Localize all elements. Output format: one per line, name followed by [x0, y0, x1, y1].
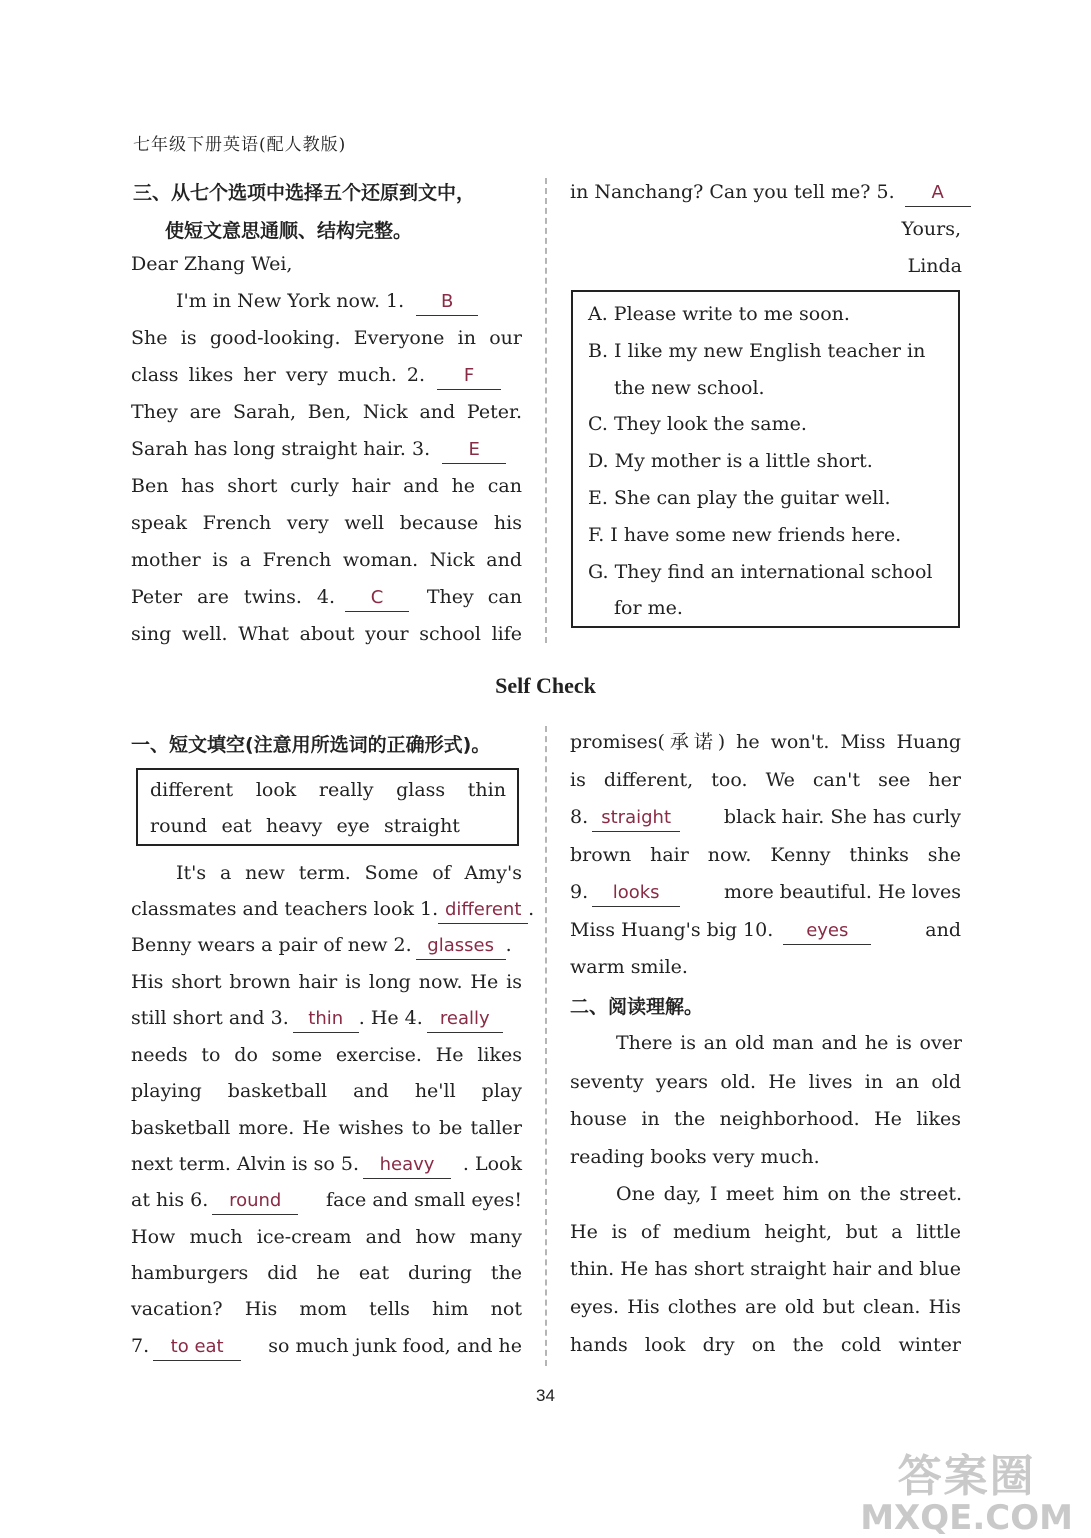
passage-text: .	[505, 934, 512, 956]
reading-line: thin. He has short straight hair and blue	[570, 1258, 961, 1280]
fill-blank-2[interactable]: glasses	[416, 935, 506, 960]
passage-text: Miss Huang's big 10.	[570, 919, 774, 941]
word-bank-item: straight	[384, 815, 460, 837]
reading-line: hands look dry on the cold winter	[570, 1334, 961, 1356]
letter-signature: Linda	[907, 255, 962, 277]
passage-text: black hair. She has curly	[723, 806, 961, 828]
passage-line: hamburgers did he eat during the	[131, 1262, 522, 1284]
passage-line: His short brown hair is long now. He is	[131, 971, 522, 993]
answer-blank-4[interactable]: C	[345, 587, 409, 612]
word-bank-item: round	[150, 815, 208, 837]
letter-salutation: Dear Zhang Wei,	[131, 253, 293, 275]
passage-line	[570, 799, 961, 836]
passage-line	[131, 927, 512, 964]
fill-blank-3[interactable]: thin	[293, 1008, 359, 1033]
passage-text: . Look	[462, 1153, 522, 1175]
passage-text: 8.	[570, 806, 589, 828]
option-g: G. They find an international school	[588, 561, 933, 583]
passage-text: 7.	[131, 1335, 150, 1357]
word-bank-item: different	[150, 779, 234, 801]
passage-text: and	[925, 919, 961, 941]
answer-blank-2[interactable]: F	[437, 365, 501, 390]
book-header: 七年级下册英语(配人教版)	[133, 135, 347, 155]
word-bank-row	[150, 772, 506, 809]
reading-line: One day, I meet him on the street.	[616, 1183, 962, 1205]
letter-line	[131, 357, 522, 394]
q1-title: 一、短文填空(注意用所选词的正确形式)。	[131, 734, 491, 756]
watermark-logo	[860, 1440, 1073, 1538]
watermark-en: MXQE.COM	[860, 1498, 1073, 1538]
word-bank-item: glass	[396, 779, 446, 801]
q2-title: 二、阅读理解。	[570, 996, 704, 1018]
letter-line: She is good-looking. Everyone in our	[131, 327, 522, 349]
passage-text: at his 6.	[131, 1189, 209, 1211]
word-bank-item: eat	[221, 815, 252, 837]
passage-line: It's a new term. Some of Amy's	[176, 862, 522, 884]
fill-blank-4[interactable]: really	[427, 1008, 503, 1033]
passage-line	[131, 1328, 522, 1365]
passage-line: is different, too. We can't see her	[570, 769, 961, 791]
word-bank-item: heavy	[265, 815, 323, 837]
fill-blank-9[interactable]: looks	[592, 882, 680, 907]
option-d: D. My mother is a little short.	[588, 450, 873, 472]
passage-text: face and small eyes!	[326, 1189, 522, 1211]
passage-line	[570, 874, 961, 911]
passage-text: classmates and teachers look 1.	[131, 898, 439, 920]
letter-line: speak French very well because his	[131, 512, 522, 534]
letter-line: sing well. What about your school life	[131, 623, 522, 645]
fill-blank-1[interactable]: different	[438, 899, 528, 924]
option-c: C. They look the same.	[588, 413, 807, 435]
reading-line: seventy years old. He lives in an old	[570, 1071, 961, 1093]
passage-text: next term. Alvin is so 5.	[131, 1153, 360, 1175]
section3-title-line1: 三、从七个选项中选择五个还原到文中，	[133, 182, 476, 204]
letter-line	[176, 283, 522, 320]
section3-title-line2: 使短文意思通顺、结构完整。	[165, 220, 413, 242]
letter-line	[131, 579, 522, 616]
options-box	[571, 290, 960, 628]
passage-text: . He 4.	[358, 1007, 423, 1029]
letter-closing: Yours,	[901, 218, 961, 240]
word-bank-item: thin	[467, 779, 506, 801]
option-b: B. I like my new English teacher in	[588, 340, 926, 362]
fill-blank-7[interactable]: to eat	[153, 1336, 241, 1361]
passage-line: promises(承诺) he won't. Miss Huang	[570, 731, 961, 753]
fill-blank-10[interactable]: eyes	[783, 920, 871, 945]
letter-text: They can	[426, 586, 522, 608]
page-number: 34	[536, 1386, 555, 1405]
passage-text: still short and 3.	[131, 1007, 289, 1029]
letter-text: class likes her very much. 2.	[131, 364, 426, 386]
word-bank	[136, 768, 519, 846]
reading-line: eyes. His clothes are old but clean. His	[570, 1296, 961, 1318]
option-g-cont: for me.	[614, 597, 683, 619]
answer-blank-1[interactable]: B	[416, 291, 478, 316]
letter-line	[570, 174, 971, 211]
passage-line: playing basketball and he'll play	[131, 1080, 522, 1102]
passage-text: 9.	[570, 881, 589, 903]
answer-blank-5[interactable]: A	[905, 182, 971, 207]
reading-line: He is of medium height, but a little	[570, 1221, 961, 1243]
passage-line	[131, 1182, 522, 1219]
passage-line: basketball more. He wishes to be taller	[131, 1117, 522, 1139]
fill-blank-5[interactable]: heavy	[363, 1154, 451, 1179]
column-divider-top	[545, 178, 547, 643]
passage-text: so much junk food, and he	[268, 1335, 522, 1357]
letter-line: Ben has short curly hair and he can	[131, 475, 522, 497]
option-a: A. Please write to me soon.	[588, 303, 850, 325]
passage-text: more beautiful. He loves	[723, 881, 961, 903]
fill-blank-8[interactable]: straight	[592, 807, 680, 832]
option-f: F. I have some new friends here.	[588, 524, 902, 546]
passage-line	[131, 1000, 503, 1037]
fill-blank-6[interactable]: round	[212, 1190, 298, 1215]
letter-line	[131, 431, 522, 468]
passage-line	[131, 1146, 522, 1183]
option-e: E. She can play the guitar well.	[588, 487, 891, 509]
reading-line: house in the neighborhood. He likes	[570, 1108, 961, 1130]
reading-line: reading books very much.	[570, 1146, 820, 1168]
reading-line: There is an old man and he is over	[616, 1032, 962, 1054]
passage-line	[570, 912, 961, 949]
passage-line	[131, 891, 534, 928]
passage-line: vacation? His mom tells him not	[131, 1298, 522, 1320]
letter-text: Peter are twins. 4.	[131, 586, 336, 608]
word-bank-item: look	[255, 779, 297, 801]
word-bank-item: eye	[336, 815, 370, 837]
letter-line: They are Sarah, Ben, Nick and Peter.	[131, 401, 522, 423]
passage-line: needs to do some exercise. He likes	[131, 1044, 522, 1066]
column-divider-bottom	[545, 726, 547, 1366]
letter-line: mother is a French woman. Nick and	[131, 549, 522, 571]
passage-line: brown hair now. Kenny thinks she	[570, 844, 961, 866]
passage-line: How much ice-cream and how many	[131, 1226, 522, 1248]
word-bank-item: really	[318, 779, 374, 801]
passage-text: .	[528, 898, 535, 920]
self-check-title: Self Check	[495, 673, 596, 698]
passage-text: Benny wears a pair of new 2.	[131, 934, 412, 956]
passage-line: warm smile.	[570, 956, 688, 978]
letter-text: Sarah has long straight hair. 3.	[131, 438, 431, 460]
answer-blank-3[interactable]: E	[442, 439, 506, 464]
letter-text: I'm in New York now. 1.	[176, 290, 405, 312]
letter-text: in Nanchang? Can you tell me? 5.	[570, 181, 895, 203]
word-bank-row	[150, 808, 460, 845]
option-b-cont: the new school.	[614, 377, 765, 399]
watermark-cn: 答案圈	[897, 1451, 1036, 1502]
